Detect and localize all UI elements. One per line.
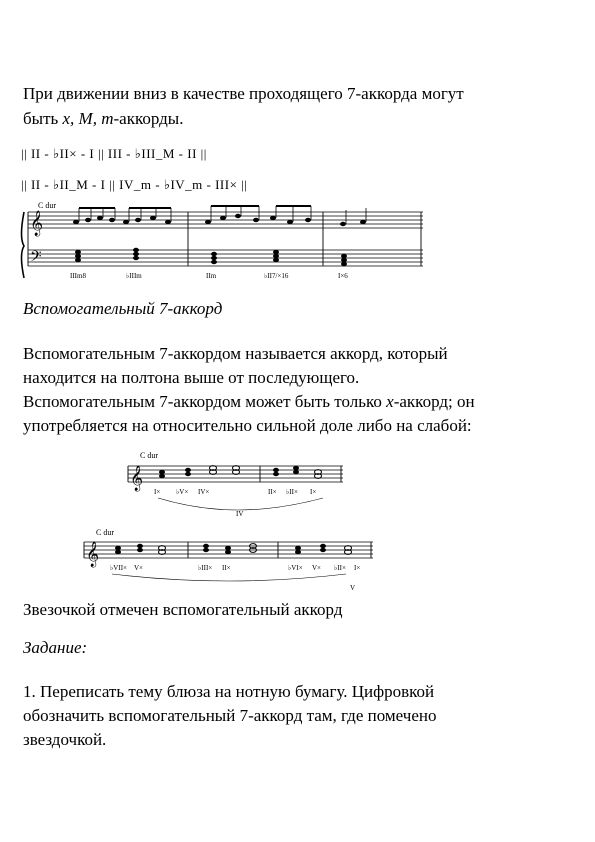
treble-clef-icon: 𝄞 [30,210,44,235]
example3-key: C dur [96,528,114,537]
example2-label: ♭II× [286,488,298,496]
example2-label: II× [268,488,277,496]
example1-label: IIIm8 [70,272,86,280]
example1-label: ♭II7/×16 [264,272,289,280]
notes [159,466,322,479]
example3-label: V [350,584,356,592]
definition-line-1: Вспомогательным 7-аккордом называется аккорд, который [23,344,448,363]
formula-row-1: || II - ♭II× - I || III - ♭III_M - II || [21,146,207,161]
example3-label: ♭VI× [288,564,303,572]
example2-label: I× [154,488,161,496]
intro-line-2-post: -аккорды. [113,109,184,128]
example1-label: I×6 [338,272,348,280]
intro-chord-types: x, M, m [62,109,114,128]
example3-label: ♭III× [198,564,213,572]
example3-label: V× [134,564,144,572]
example1-label: ♭IIIm [126,272,142,280]
example3-label: V× [312,564,322,572]
grand-staff-brace [22,212,25,278]
treble-clef-icon: 𝄞 [130,465,144,490]
definition-line-3-post: -аккорд; он [393,392,475,411]
formula-row-2: || II - ♭II_M - I || IV_m - ♭IV_m - III× || [21,177,248,192]
task-line-2: обозначить вспомогательный 7-аккорд там, где помечено [23,706,437,725]
bass-chords [75,248,347,266]
definition-line-3-pre: Вспомогательным 7-аккордом может быть только [23,392,387,411]
example3-label: ♭VII× [110,564,127,572]
example3-label: ♭II× [334,564,346,572]
example2-label: ♭V× [176,488,189,496]
music-example-2 [118,448,348,520]
function-arc [112,574,346,581]
caption: Звезочкой отмечен вспомогательный аккорд [23,600,343,619]
task-line-1: 1. Переписать тему блюза на нотную бумагу. Цифровкой [23,682,435,701]
example2-label: IV× [198,488,210,496]
definition-line-2: находится на полтона выше от последующего. [23,368,360,387]
section-title: Вспомогательный 7-аккорд [23,299,223,318]
function-arc [158,498,323,510]
example2-label: IV [236,510,244,518]
example1-label: IIm [206,272,217,280]
example3-label: I× [354,564,361,572]
task-title: Задание: [23,638,88,657]
definition-line-3 [23,390,475,414]
example3-label: II× [222,564,231,572]
task-line-3: звездочкой. [23,730,107,749]
bass-clef-icon: 𝄢 [30,248,42,268]
intro-line-2-pre: быть [23,109,63,128]
notes [115,544,352,555]
music-example-3 [78,526,378,594]
example1-key: C dur [38,201,56,210]
bass-staff [28,250,423,266]
example2-key: C dur [140,451,158,460]
music-example-1 [18,198,428,290]
treble-clef-icon: 𝄞 [86,541,100,566]
intro-line-1: При движении вниз в качестве проходящего 7-аккорда могут [23,84,464,103]
definition-chord-type: x [386,392,394,411]
example2-label: I× [310,488,317,496]
intro-line-2 [23,107,183,131]
definition-line-4: употребляется на относительно сильной доле либо на слабой: [23,416,472,435]
